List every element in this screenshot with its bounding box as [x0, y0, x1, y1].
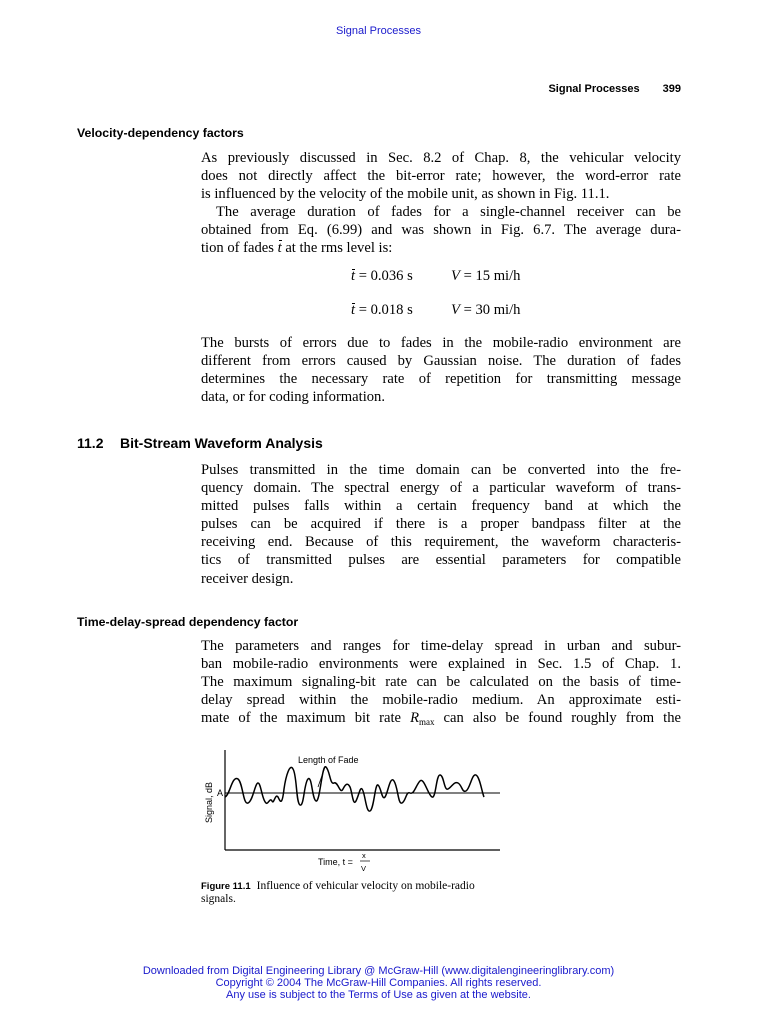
paragraph-bitstream [201, 461, 681, 588]
section-title: Bit-Stream Waveform Analysis [120, 435, 323, 451]
section-number: 11.2 [77, 435, 104, 451]
paragraph-velocity-1 [201, 149, 681, 203]
section-heading-11-2 [77, 435, 323, 451]
x-axis-numerator: x [362, 851, 366, 860]
section-heading-velocity: Velocity-dependency factors [77, 126, 244, 140]
text-line: Pulses transmitted in the time domain can be converted into the fre- [201, 462, 681, 478]
section-heading-time-delay: Time-delay-spread dependency factor [77, 615, 299, 629]
signal-waveform [225, 767, 484, 811]
text-line: different from errors caused by Gaussian noise. The duration of fades [201, 353, 681, 370]
text-line: mitted pulses falls within a certain frequency band at which the [201, 498, 681, 515]
text-line: does not directly affect the bit-error rate; however, the word-error rate [201, 168, 681, 185]
length-of-fade-label: Length of Fade [298, 755, 359, 765]
paragraph-velocity-3 [201, 334, 681, 406]
x-axis-label: Time, t = [318, 857, 353, 867]
figure-caption-text: Influence of vehicular velocity on mobile-radio signals. [201, 880, 475, 905]
paragraph-time-delay [201, 637, 681, 731]
text-line: is influenced by the velocity of the mobile unit, as shown in Fig. 11.1. [201, 186, 610, 203]
text-line: The parameters and ranges for time-delay spread in urban and subur- [201, 638, 681, 654]
x-axis-denominator: V [361, 864, 367, 873]
text-line: As previously discussed in Sec. 8.2 of Chap. 8, the vehicular velocity [201, 150, 681, 166]
text-line: The bursts of errors due to fades in the mobile-radio environment are [201, 335, 681, 351]
level-label: A [217, 788, 224, 798]
text-line: mate of the maximum bit rate $R_{max}$ can also be found roughly from the [201, 710, 681, 728]
page-number: 399 [662, 83, 681, 95]
text-line: tics of transmitted pulses are essential parameters for compatible [201, 552, 681, 569]
text-line: pulses can be acquired if there is a proper bandpass filter at the [201, 516, 681, 533]
equation-1-lhs: t = 0.036 s [351, 268, 413, 284]
text-line: The average duration of fades for a single-channel receiver can be [216, 204, 681, 220]
footer-terms[interactable]: Any use is subject to the Terms of Use as given at the website. [226, 989, 531, 1001]
text-line: ban mobile-radio environments were explained in Sec. 1.5 of Chap. 1. [201, 656, 681, 673]
text-line: quency domain. The spectral energy of a particular waveform of trans- [201, 480, 681, 497]
equation-1-rhs: V = 15 mi/h [451, 268, 521, 284]
text-line: The maximum signaling-bit rate can be calculated on the basis of time- [201, 674, 681, 691]
paragraph-velocity-2 [201, 203, 681, 257]
text-line: receiver design. [201, 570, 294, 587]
text-line: obtained from Eq. (6.99) and was shown in Fig. 6.7. The average dura- [201, 222, 681, 239]
figure-label: Figure 11.1 [201, 881, 251, 892]
running-title: Signal Processes [548, 83, 640, 95]
text-line: receiving end. Because of this requirement, the waveform characteris- [201, 534, 681, 551]
y-axis-label: Signal, dB [204, 781, 214, 823]
equation-2-lhs: t = 0.018 s [351, 302, 413, 318]
footer-copyright: Copyright © 2004 The McGraw-Hill Companies. All rights reserved. [215, 977, 542, 989]
top-link[interactable]: Signal Processes [336, 25, 421, 37]
footer-download-link[interactable]: Downloaded from Digital Engineering Library @ McGraw-Hill (www.digitalengineeringlibrary.com) [142, 965, 615, 977]
text-line: tion of fades t at the rms level is: [201, 240, 393, 257]
text-line: determines the necessary rate of repetition for transmitting message [201, 371, 681, 388]
text-line: data, or for coding information. [201, 389, 385, 406]
figure-caption [201, 880, 511, 906]
equation-2-rhs: V = 30 mi/h [451, 302, 521, 318]
figure-fading-signal [200, 745, 510, 875]
text-line: delay spread within the mobile-radio medium. An approximate esti- [201, 692, 681, 709]
running-header [548, 83, 681, 95]
t-bar-symbol: t [277, 240, 282, 257]
footer [0, 965, 757, 1001]
